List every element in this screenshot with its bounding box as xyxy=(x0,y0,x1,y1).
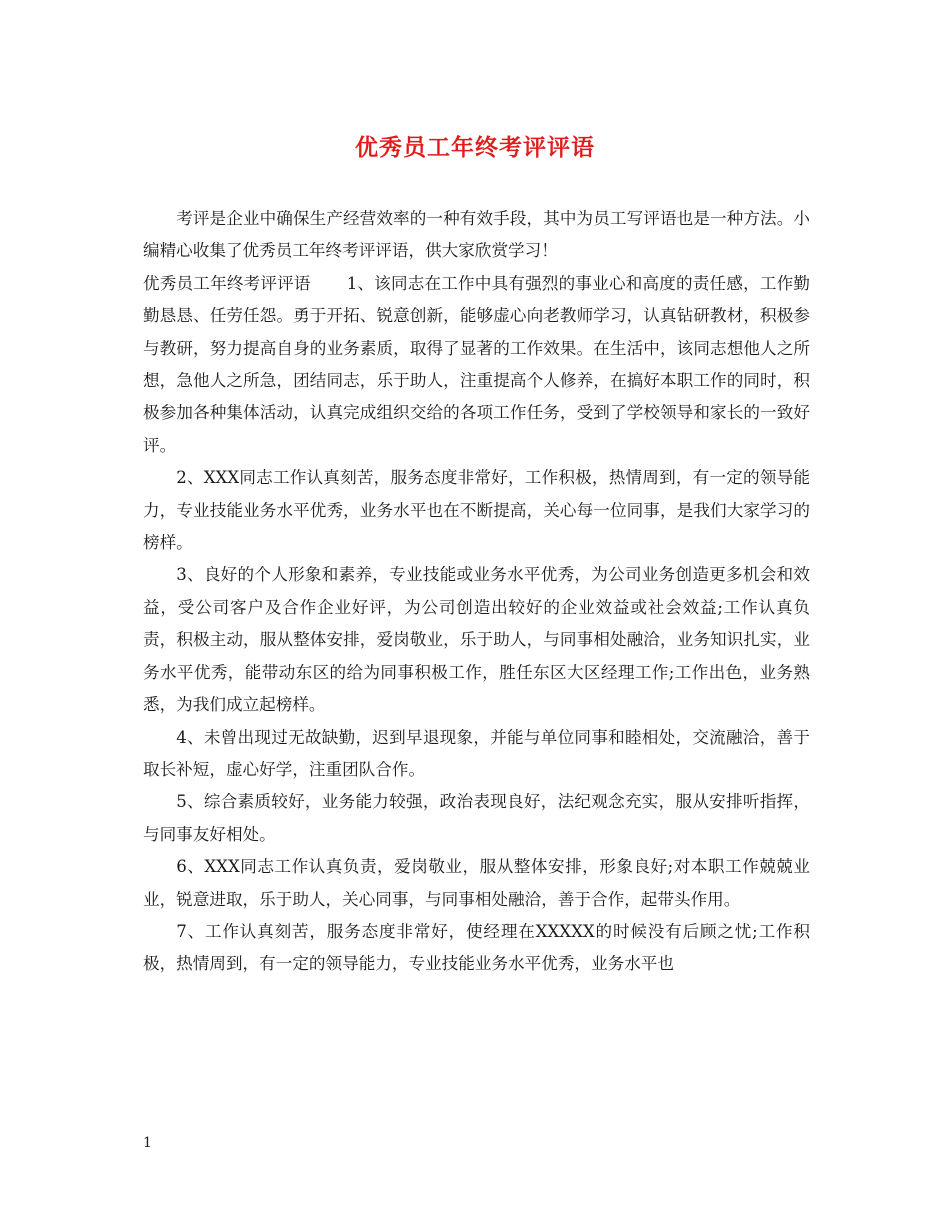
item-4-paragraph: 4、未曾出现过无故缺勤，迟到早退现象，并能与单位同事和睦相处，交流融洽，善于取长补短，虚心好学，注重团队合作。 xyxy=(143,727,810,779)
document-title: 优秀员工年终考评评语 xyxy=(355,134,595,161)
intro-paragraph: 考评是企业中确保生产经营效率的一种有效手段，其中为员工写评语也是一种方法。小编精心收集了优秀员工年终考评评语，供大家欣赏学习！ xyxy=(143,209,810,261)
item-1-text: 1、该同志在工作中具有强烈的事业心和高度的责任感，工作勤勤恳恳、任劳任怨。勇于开拓、锐意创新，能够虚心向老教师学习，认真钻研教材，积极参与教研，努力提高自身的业务素质，取得了显著的工作效果。在生活中，该同志想他人之所想，急他人之所急，团结同志，乐于助人，注重提高个人修养，在搞好本职工作的同时，积极参加各种集体活动，认真完成组织交给的各项工作任务，受到了学校领导和家长的一致好评。 xyxy=(143,273,810,455)
item-3-paragraph: 3、良好的个人形象和素养，专业技能或业务水平优秀，为公司业务创造更多机会和效益，受公司客户及合作企业好评，为公司创造出较好的企业效益或社会效益;工作认真负责，积极主动，服从整体安排，爱岗敬业，乐于助人，与同事相处融洽，业务知识扎实，业务水平优秀，能带动东区的给为同事积极工作，胜任东区大区经理工作;工作出色，业务熟悉，为我们成立起榜样。 xyxy=(143,565,810,715)
first-item-paragraph xyxy=(143,268,810,462)
page-number: 1 xyxy=(143,1135,152,1151)
item-6-paragraph: 6、XXX同志工作认真负责，爱岗敬业，服从整体安排，形象良好;对本职工作兢兢业业，锐意进取，乐于助人，关心同事，与同事相处融洽，善于合作，起带头作用。 xyxy=(143,857,810,909)
item-5-paragraph: 5、综合素质较好，业务能力较强，政治表现良好，法纪观念充实，服从安排听指挥，与同事友好相处。 xyxy=(143,792,810,844)
document-body xyxy=(143,203,810,981)
section-heading: 优秀员工年终考评评语 xyxy=(143,273,311,293)
item-7-paragraph: 7、工作认真刻苦，服务态度非常好，使经理在XXXXX的时候没有后顾之忧;工作积极，热情周到，有一定的领导能力，专业技能业务水平优秀，业务水平也 xyxy=(143,921,810,974)
item-2-paragraph: 2、XXX同志工作认真刻苦，服务态度非常好，工作积极，热情周到，有一定的领导能力，专业技能业务水平优秀，业务水平也在不断提高，关心每一位同事，是我们大家学习的榜样。 xyxy=(143,468,810,553)
